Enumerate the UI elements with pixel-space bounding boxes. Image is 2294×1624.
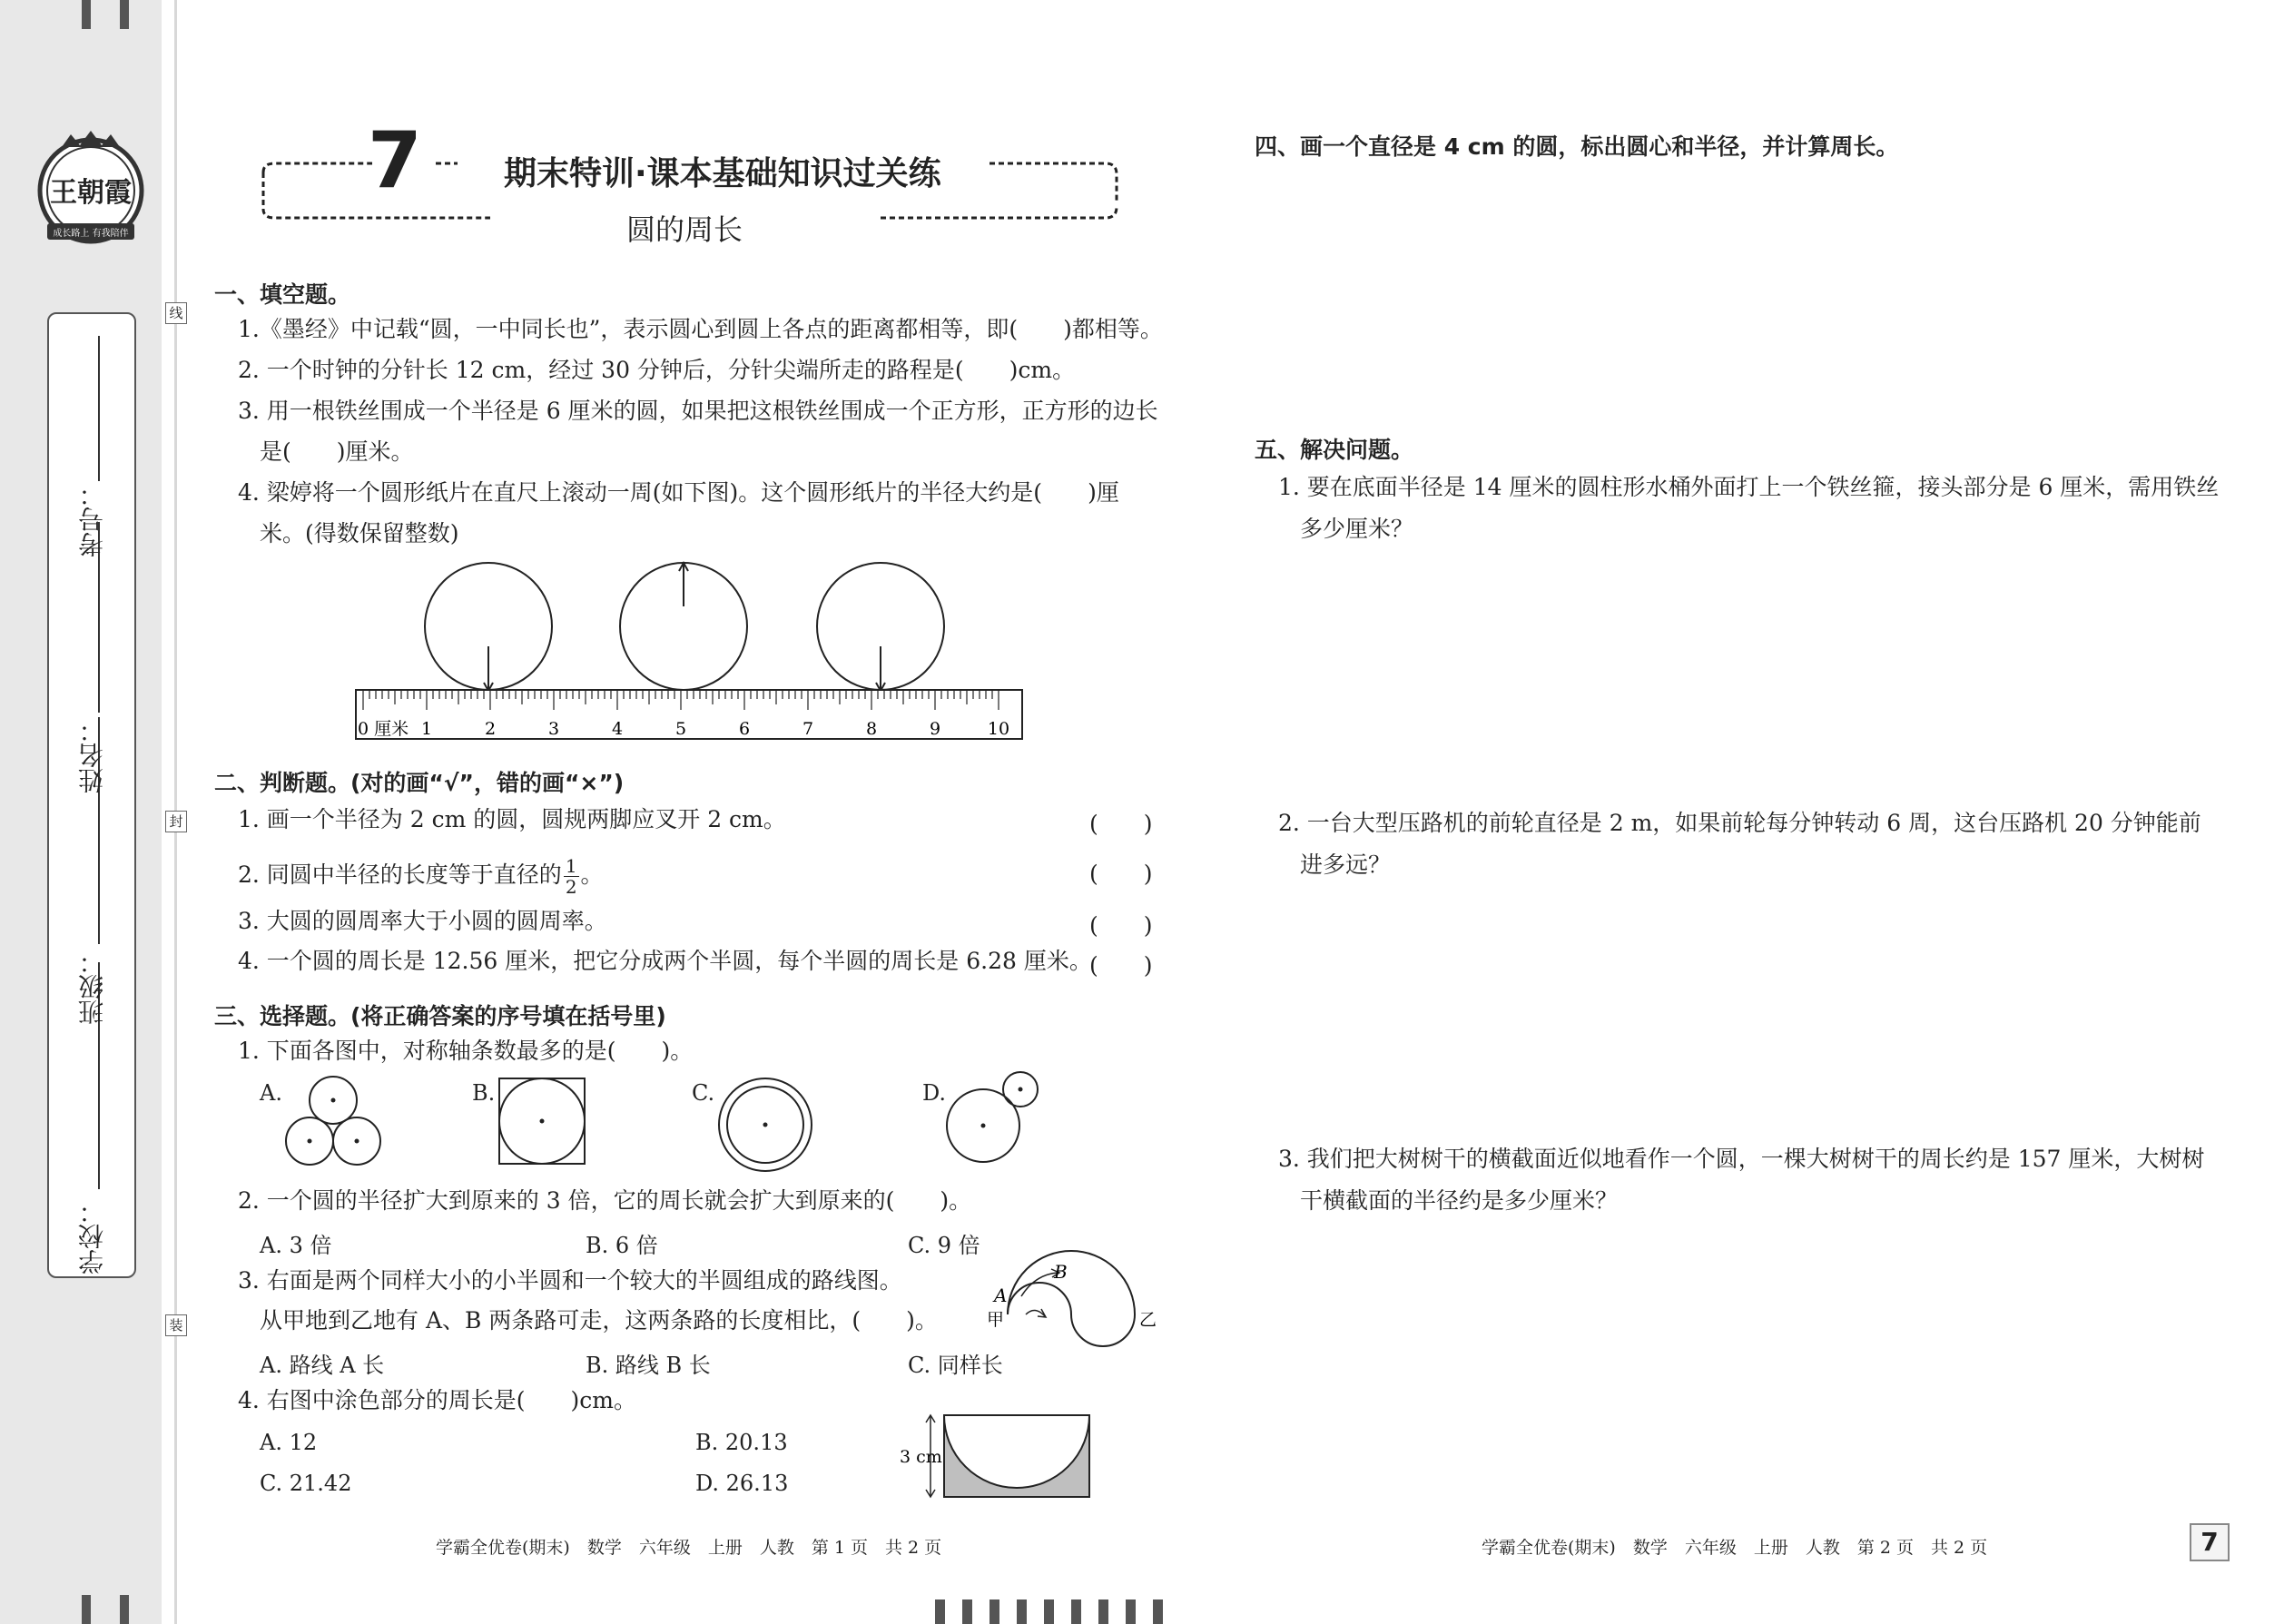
label-class: 班级： <box>77 949 107 1025</box>
s5-question-1-line2: 多少厘米？ <box>1300 516 1414 542</box>
s5-question-2-line2: 进多远？ <box>1300 851 1392 878</box>
section2-title: 二、判断题。(对的画“√”，错的画“×”) <box>214 770 625 796</box>
ruler-figure <box>352 556 1024 742</box>
ruler-tick-label: 4 <box>611 719 624 739</box>
s2-question-4: 4. 一个圆的周长是 12.56 厘米，把它分成两个半圆，每个半圆的周长是 6.28 厘米。 <box>238 948 1092 974</box>
registration-bar <box>1126 1599 1136 1624</box>
registration-bar <box>1044 1599 1054 1624</box>
route-label-a: A <box>994 1284 1008 1306</box>
ruler-tick-label: 7 <box>802 719 814 739</box>
option-c-figure <box>717 1077 817 1176</box>
registration-bar <box>120 0 129 29</box>
s1-question-4-line2: 米。(得数保留整数) <box>260 520 459 546</box>
ruler-tick-label: 8 <box>865 719 878 739</box>
registration-bar <box>82 1595 91 1624</box>
brand-logo-icon <box>34 129 147 245</box>
s3-q1-option-a[interactable]: A. <box>260 1080 282 1106</box>
s3-q3-option-b[interactable]: B. 路线 B 长 <box>586 1353 711 1378</box>
registration-bar <box>989 1599 999 1624</box>
shaded-figure-label: 3 cm <box>900 1447 942 1467</box>
footer-right: 学霸全优卷(期末) 数学 六年级 上册 人教 第 2 页 共 2 页 <box>1482 1538 1988 1558</box>
registration-bar <box>1017 1599 1027 1624</box>
ruler-tick-label: 6 <box>738 719 751 739</box>
s3-q4-option-a[interactable]: A. 12 <box>260 1430 318 1455</box>
s3-q3-option-c[interactable]: C. 同样长 <box>908 1353 1003 1378</box>
ruler-tick-label: 3 <box>547 719 560 739</box>
s3-q2-option-b[interactable]: B. 6 倍 <box>586 1233 658 1258</box>
s3-q1-option-c[interactable]: C. <box>692 1080 715 1106</box>
registration-bar <box>120 1595 129 1624</box>
section4-title: 四、画一个直径是 4 cm 的圆，标出圆心和半径，并计算周长。 <box>1255 133 1899 160</box>
s5-question-2-line1: 2. 一台大型压路机的前轮直径是 2 m，如果前轮每分钟转动 6 周，这台压路机 20 分钟能前 <box>1278 810 2201 836</box>
registration-bar <box>1071 1599 1081 1624</box>
student-info-box <box>47 312 136 1278</box>
page-subtitle: 圆的周长 <box>626 212 743 247</box>
route-label-b: B <box>1054 1261 1068 1283</box>
s3-question-3-line1: 3. 右面是两个同样大小的小半圆和一个较大的半圆组成的路线图。 <box>238 1267 902 1294</box>
label-exam-no: 考号： <box>77 481 107 557</box>
label-school: 学校： <box>77 1198 107 1275</box>
registration-bar <box>1098 1599 1108 1624</box>
option-a-figure <box>281 1073 386 1173</box>
s2-question-2-end: 。 <box>580 861 604 888</box>
s3-question-1: 1. 下面各图中，对称轴条数最多的是( )。 <box>238 1038 694 1064</box>
option-d-figure <box>944 1069 1044 1169</box>
s3-question-4: 4. 右图中涂色部分的周长是( )cm。 <box>238 1387 637 1413</box>
binding-mark: 封 <box>165 811 187 832</box>
ruler-tick-label: 9 <box>929 719 941 739</box>
footer-left: 学霸全优卷(期末) 数学 六年级 上册 人教 第 1 页 共 2 页 <box>436 1538 942 1558</box>
section3-title: 三、选择题。(将正确答案的序号填在括号里) <box>214 1003 666 1029</box>
s3-question-2: 2. 一个圆的半径扩大到原来的 3 倍，它的周长就会扩大到原来的( )。 <box>238 1187 972 1214</box>
logo-name: 王朝霞 <box>50 177 132 209</box>
answer-area-1[interactable] <box>1271 554 2215 799</box>
registration-bar <box>935 1599 945 1624</box>
s3-q4-option-d[interactable]: D. 26.13 <box>695 1471 789 1496</box>
s2-question-3: 3. 大圆的圆周率大于小圆的圆周率。 <box>238 908 607 934</box>
section1-title: 一、填空题。 <box>214 281 351 308</box>
ruler-tick-label: 2 <box>484 719 497 739</box>
exam-no-field[interactable] <box>98 336 100 481</box>
s3-q4-option-c[interactable]: C. 21.42 <box>260 1471 352 1496</box>
fraction <box>564 856 579 897</box>
answer-blank[interactable]: ( ) <box>1089 861 1153 887</box>
s1-question-4-line1: 4. 梁婷将一个圆形纸片在直尺上滚动一周(如下图)。这个圆形纸片的半径大约是( )厘 <box>238 479 1119 506</box>
s2-question-2-text: 2. 同圆中半径的长度等于直径的 <box>238 861 562 888</box>
s2-question-1: 1. 画一个半径为 2 cm 的圆，圆规两脚应叉开 2 cm。 <box>238 806 786 832</box>
ruler-tick-label: 5 <box>674 719 687 739</box>
ruler-unit-label: 0 厘米 <box>358 719 409 739</box>
answer-blank[interactable]: ( ) <box>1089 811 1153 837</box>
section5-title: 五、解决问题。 <box>1255 437 1414 463</box>
s3-q1-option-d[interactable]: D. <box>922 1080 947 1106</box>
answer-area-3[interactable] <box>1271 1225 2215 1498</box>
binding-mark: 线 <box>165 302 187 324</box>
ruler-tick-label: 10 <box>987 719 1010 739</box>
drawing-area[interactable] <box>1271 182 2215 408</box>
answer-area-2[interactable] <box>1271 890 2215 1135</box>
answer-blank[interactable]: ( ) <box>1089 912 1153 939</box>
registration-bar <box>1153 1599 1163 1624</box>
route-label-jia: 甲 <box>987 1310 1005 1330</box>
ruler-tick-label: 1 <box>420 719 433 739</box>
shaded-figure <box>894 1412 1094 1502</box>
registration-bar <box>82 0 91 29</box>
fraction-numerator: 1 <box>565 855 577 877</box>
s3-q4-option-b[interactable]: B. 20.13 <box>695 1430 788 1455</box>
s3-q2-option-c[interactable]: C. 9 倍 <box>908 1233 980 1258</box>
s1-question-1: 1.《墨经》中记载“圆，一中同长也”，表示圆心到圆上各点的距离都相等，即( )都相等。 <box>238 316 1163 342</box>
s1-question-3-line1: 3. 用一根铁丝围成一个半径是 6 厘米的圆，如果把这根铁丝围成一个正方形，正方形的边长 <box>238 398 1158 424</box>
option-b-figure <box>497 1077 588 1167</box>
s5-question-3-line2: 干横截面的半径约是多少厘米？ <box>1300 1187 1619 1214</box>
logo-tagline: 成长路上 有我陪伴 <box>53 229 129 239</box>
answer-blank[interactable]: ( ) <box>1089 952 1153 979</box>
binding-mark: 装 <box>165 1314 187 1336</box>
s3-q3-option-a[interactable]: A. 路线 A 长 <box>260 1353 385 1378</box>
header-number: 7 <box>368 115 422 206</box>
s3-q1-option-b[interactable]: B. <box>472 1080 496 1106</box>
route-label-yi: 乙 <box>1139 1310 1157 1330</box>
s1-question-3-line2: 是( )厘米。 <box>260 438 414 465</box>
registration-bar <box>962 1599 972 1624</box>
fraction-denominator: 2 <box>565 876 577 898</box>
s5-question-1-line1: 1. 要在底面半径是 14 厘米的圆柱形水桶外面打上一个铁丝箍，接头部分是 6 厘米，需用铁丝 <box>1278 474 2220 500</box>
page-title: 期末特训·课本基础知识过关练 <box>504 155 941 192</box>
s2-question-2 <box>238 856 604 897</box>
s3-question-3-line2: 从甲地到乙地有 A、B 两条路可走，这两条路的长度相比，( )。 <box>260 1307 938 1334</box>
route-figure <box>985 1251 1157 1342</box>
s3-q2-option-a[interactable]: A. 3 倍 <box>260 1233 332 1258</box>
s5-question-3-line1: 3. 我们把大树树干的横截面近似地看作一个圆，一棵大树树干的周长约是 157 厘米，大树树 <box>1278 1146 2205 1172</box>
label-name: 姓名： <box>77 717 107 793</box>
s1-question-2: 2. 一个时钟的分针长 12 cm，经过 30 分钟后，分针尖端所走的路程是( )cm。 <box>238 357 1076 383</box>
page-number-badge: 7 <box>2190 1523 2230 1561</box>
